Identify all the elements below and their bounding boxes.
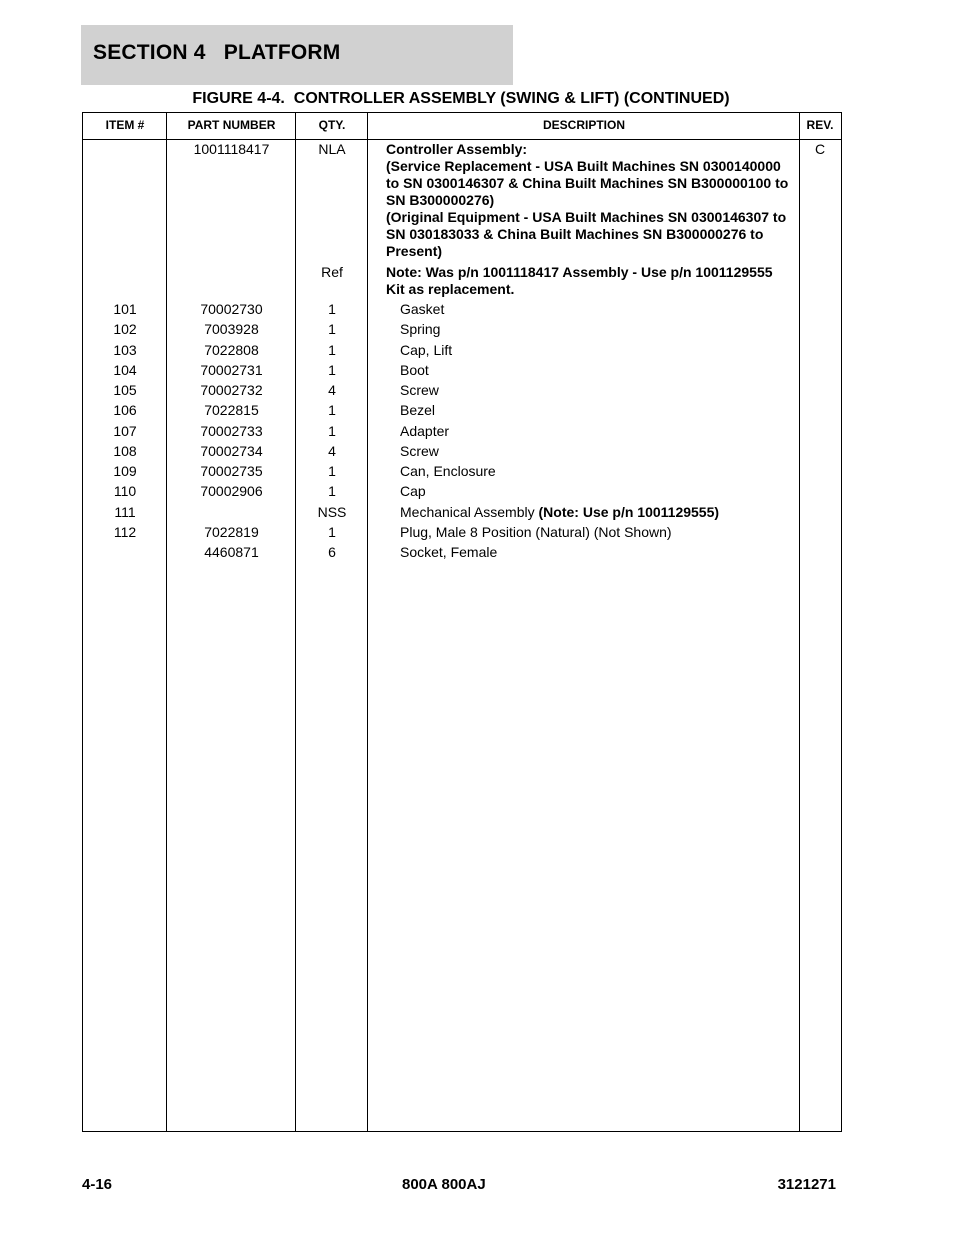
table-row [83,423,841,443]
row-qty: 1 [328,342,336,358]
row-part-number: 70002730 [200,301,263,317]
assembly-rev: C [814,141,826,157]
row-desc-text: Boot [400,362,429,378]
row-desc-text: Can, Enclosure [400,463,496,479]
assembly-desc-line: (Service Replacement - USA Built Machines SN 0300140000 [386,158,781,174]
assembly-desc-line: Controller Assembly: [386,141,528,157]
assembly-description [386,141,798,260]
document-number: 3121271 [777,1176,836,1193]
row-qty: 1 [328,301,336,317]
table-row [83,321,841,341]
assembly-qty: NLA [318,141,346,157]
row-desc-text: Screw [400,382,439,398]
table-row [83,301,841,321]
assembly-desc-line: SN 030183033 & China Built Machines SN B300000276 to [386,226,764,242]
row-desc-note: (Note: Use p/n 1001129555) [538,504,720,520]
row-part-number: 4460871 [204,544,259,560]
row-part-number: 70002906 [200,483,263,499]
row-description [400,443,812,460]
row-desc-text: Plug, Male 8 Position (Natural) (Not Shown) [400,524,672,540]
row-part-number: 70002733 [200,423,263,439]
row-description [400,463,812,480]
row-qty: 1 [328,483,336,499]
row-desc-text: Bezel [400,402,436,418]
row-part-number: 7022819 [204,524,259,540]
table-row [83,382,841,402]
column-divider [166,113,167,1131]
note-desc-line: Kit as replacement. [386,281,515,297]
column-divider [799,113,800,1131]
row-item: 103 [113,342,137,358]
row-description [400,483,812,500]
assembly-desc-line: to SN 0300146307 & China Built Machines SN B300000100 to [386,175,789,191]
header-qty: QTY. [318,118,346,132]
header-item: ITEM # [105,118,145,132]
row-qty: 1 [328,524,336,540]
row-qty: 1 [328,321,336,337]
assembly-desc-line: (Original Equipment - USA Built Machines SN 0300146307 to [386,209,787,225]
row-qty: 1 [328,362,336,378]
table-row [83,443,841,463]
row-description [400,382,812,399]
section-title: SECTION 4 PLATFORM [93,41,341,64]
table-row [83,483,841,503]
table-row [83,402,841,422]
row-item: 105 [113,382,137,398]
row-desc-text: Cap, Lift [400,342,453,358]
table-row [83,463,841,483]
row-description [400,524,812,541]
row-qty: NSS [317,504,347,520]
row-part-number: 7022808 [204,342,259,358]
row-part-number: 70002734 [200,443,263,459]
row-desc-text: Spring [400,321,441,337]
row-desc-text: Gasket [400,301,445,317]
row-description [400,504,812,521]
row-part-number: 70002731 [200,362,263,378]
table-row [83,362,841,382]
header-rev: REV. [806,118,834,132]
note-description [386,264,798,298]
row-description [400,402,812,419]
row-item: 101 [113,301,137,317]
row-item: 106 [113,402,137,418]
parts-table [82,112,842,1132]
note-desc-line: Note: Was p/n 1001118417 Assembly - Use p/n 1001129555 [386,264,773,280]
row-qty: 1 [328,423,336,439]
row-part-number: 7003928 [204,321,259,337]
row-item: 107 [113,423,137,439]
row-qty: 1 [328,402,336,418]
row-qty: 6 [328,544,336,560]
assembly-desc-line: SN B300000276) [386,192,495,208]
header-divider [83,139,841,140]
row-description [400,544,812,561]
row-item: 104 [113,362,137,378]
row-desc-text: Cap [400,483,426,499]
row-description [400,342,812,359]
row-description [400,362,812,379]
header-description: DESCRIPTION [542,118,625,132]
row-item: 108 [113,443,137,459]
row-qty: 1 [328,463,336,479]
row-desc-text: Adapter [400,423,450,439]
row-qty: 4 [328,443,336,459]
table-row [83,544,841,564]
note-qty: Ref [321,264,343,280]
row-description [400,321,812,338]
row-description [400,423,812,440]
row-item: 112 [113,524,137,540]
row-item: 102 [113,321,137,337]
row-qty: 4 [328,382,336,398]
row-part-number: 7022815 [204,402,259,418]
page-number: 4-16 [82,1176,113,1193]
row-desc-text: Socket, Female [400,544,498,560]
row-description [400,301,812,318]
row-part-number: 70002735 [200,463,263,479]
figure-title: FIGURE 4-4. CONTROLLER ASSEMBLY (SWING & LIFT) (CONTINUED) [192,90,730,107]
row-item: 109 [113,463,137,479]
row-part-number: 70002732 [200,382,263,398]
assembly-desc-line: Present) [386,243,443,259]
assembly-part-number: 1001118417 [193,141,270,157]
model-name: 800A 800AJ [402,1176,486,1193]
table-row [83,504,841,524]
row-desc-text: Mechanical Assembly [400,504,539,520]
table-row [83,524,841,544]
section-header [81,25,513,85]
row-item: 110 [113,483,137,499]
row-desc-text: Screw [400,443,439,459]
header-part-number: PART NUMBER [187,118,276,132]
row-item: 111 [114,504,136,520]
table-row [83,342,841,362]
